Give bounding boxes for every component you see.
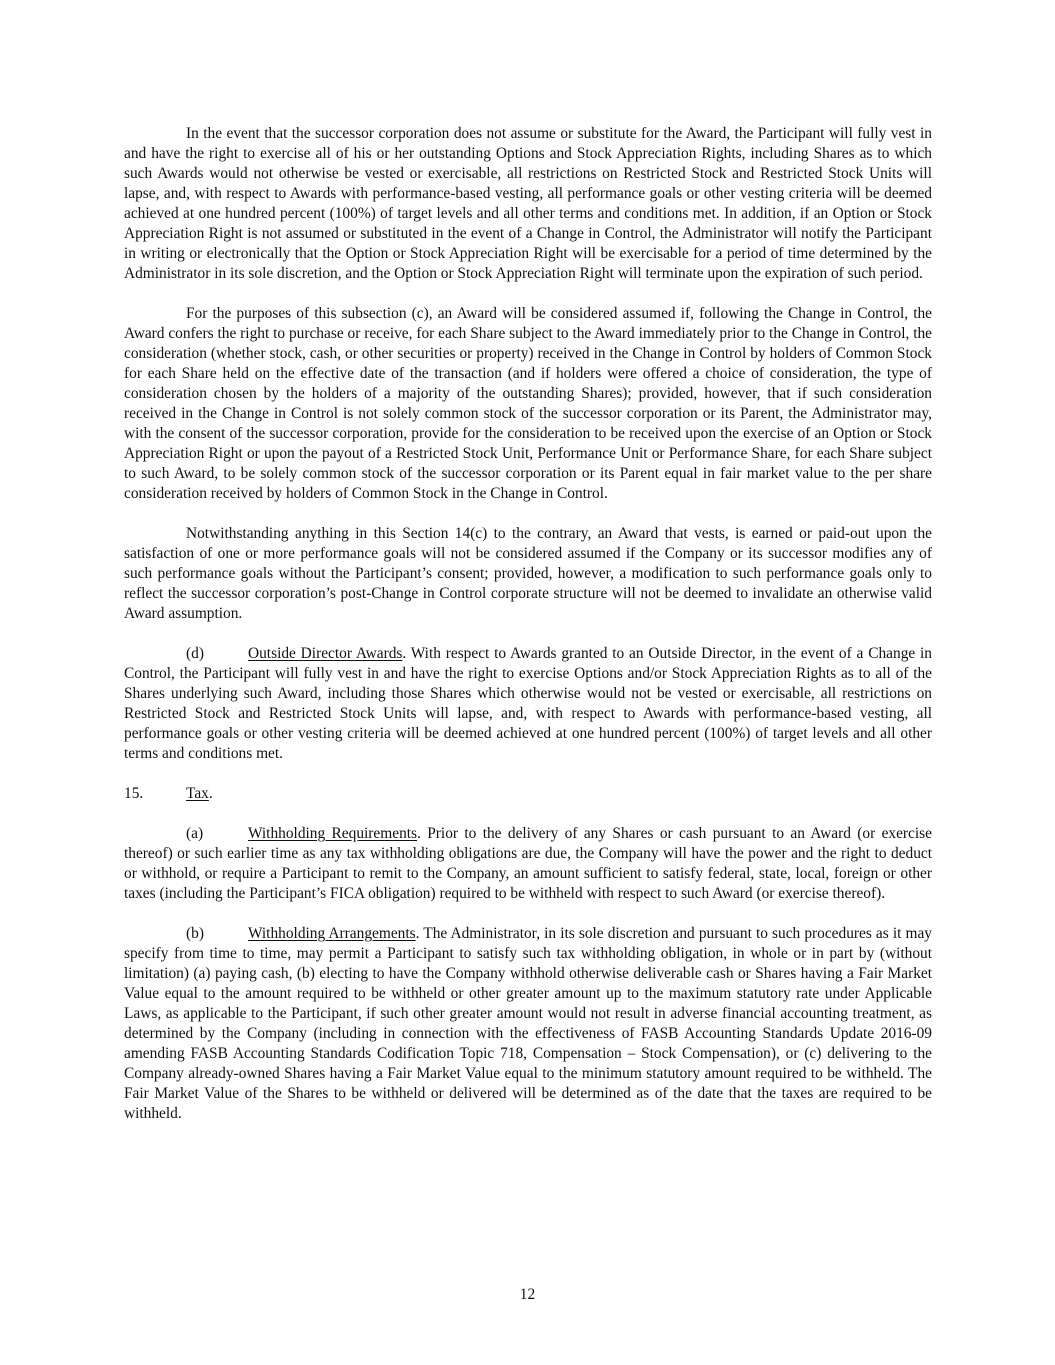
paragraph-assumed-definition: For the purposes of this subsection (c), an Award will be considered assumed if, following the Change in Control, the Award confers the right to purchase or receive, for each Share subject to the Award immediately prior to the Change in Control, the consideration (whether stock, cash, or other securities or property) received in the Change in Control by holders of Common Stock for each Share held on the effective date of the transaction (and if holders were offered a choice of consideration, the type of consideration chosen by the holders of a majority of the outstanding Shares); provided, however, that if such consideration received in the Change in Control is not solely common stock of the successor corporation or its Parent, the Administrator may, with the consent of the successor corporation, provide for the consideration to be received upon the exercise of an Option or Stock Appreciation Right or upon the payout of a Restricted Stock Unit, Performance Unit or Performance Share, for each Share subject to such Award, to be solely common stock of the successor corporation or its Parent equal in fair market value to the per share consideration received by holders of Common Stock in the Change in Control. <box>124 305 932 502</box>
subsection-a-label: (a) <box>186 825 204 842</box>
subsection-b-label: (b) <box>186 925 204 942</box>
subsection-a <box>124 824 932 904</box>
section-15-title-suffix: . <box>208 785 213 802</box>
subsection-d-body: . With respect to Awards granted to an Outside Director, in the event of a Change in Control, the Participant will fully vest in and have the right to exercise Options and/or Stock Appreciation Rights as to all of the Shares underlying such Award, including those Shares which otherwise would not be vested or exercisable, all restrictions on Restricted Stock and Restricted Stock Units will lapse, and, with respect to Awards with performance-based vesting, all performance goals or other vesting criteria will be deemed achieved at one hundred percent (100%) of target levels and all other terms and conditions met. <box>124 645 932 762</box>
subsection-b-body: . The Administrator, in its sole discretion and pursuant to such procedures as it may specify from time to time, may permit a Participant to satisfy such tax withholding obligation, in whole or in part by (without limitation) (a) paying cash, (b) electing to have the Company withhold otherwise deliverable cash or Shares having a Fair Market Value equal to the amount required to be withheld or other greater amount up to the maximum statutory rate under Applicable Laws, as applicable to the Participant, if such other greater amount would not result in adverse financial accounting treatment, as determined by the Company (including in connection with the effectiveness of FASB Accounting Standards Update 2016-09 amending FASB Accounting Standards Codification Topic 718, Compensation – Stock Compensation), or (c) delivering to the Company already-owned Shares having a Fair Market Value equal to the minimum statutory amount required to be withheld. The Fair Market Value of the Shares to be withheld or delivered will be determined as of the date that the taxes are required to be withheld. <box>124 925 932 1122</box>
subsection-d-label: (d) <box>186 645 204 662</box>
subsection-d <box>124 644 932 764</box>
document-page <box>124 124 932 1144</box>
subsection-a-title: Withholding Requirements <box>248 825 418 842</box>
subsection-b-title: Withholding Arrangements <box>248 925 416 942</box>
section-15-heading <box>124 784 932 804</box>
subsection-a-body: . Prior to the delivery of any Shares or cash pursuant to an Award (or exercise thereof) or such earlier time as any tax withholding obligations are due, the Company will have the power and the right to deduct or withhold, or require a Participant to remit to the Company, an amount sufficient to satisfy federal, state, local, foreign or other taxes (including the Participant’s FICA obligation) required to be withheld with respect to such Award (or exercise thereof). <box>124 825 932 902</box>
paragraph-notwithstanding: Notwithstanding anything in this Section 14(c) to the contrary, an Award that vests, is earned or paid-out upon the satisfaction of one or more performance goals will not be considered assumed if the Company or its successor modifies any of such performance goals without the Participant’s consent; provided, however, a modification to such performance goals only to reflect the successor corporation’s post-Change in Control corporate structure will not be deemed to invalidate an otherwise valid Award assumption. <box>124 525 932 622</box>
section-15-number: 15. <box>124 785 144 802</box>
page-number: 12 <box>519 1286 536 1303</box>
paragraph-successor-no-assume: In the event that the successor corporation does not assume or substitute for the Award, the Participant will fully vest in and have the right to exercise all of his or her outstanding Options and Stock Appreciation Rights, including Shares as to which such Awards would not otherwise be vested or exercisable, all restrictions on Restricted Stock and Restricted Stock Units will lapse, and, with respect to Awards with performance-based vesting, all performance goals or other vesting criteria will be deemed achieved at one hundred percent (100%) of target levels and all other terms and conditions met. In addition, if an Option or Stock Appreciation Right is not assumed or substituted in the event of a Change in Control, the Administrator will notify the Participant in writing or electronically that the Option or Stock Appreciation Right will be exercisable for a period of time determined by the Administrator in its sole discretion, and the Option or Stock Appreciation Right will terminate upon the expiration of such period. <box>124 125 932 282</box>
section-15-title: Tax <box>186 785 209 802</box>
subsection-b <box>124 924 932 1124</box>
subsection-d-title: Outside Director Awards <box>248 645 403 662</box>
